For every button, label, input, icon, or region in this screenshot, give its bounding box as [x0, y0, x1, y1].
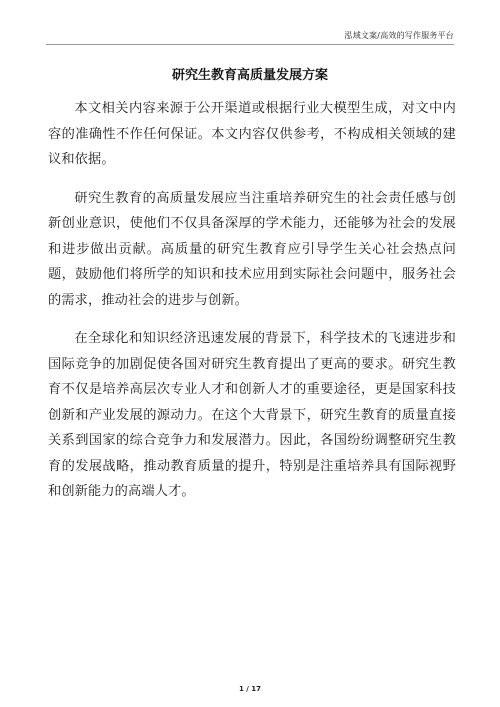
- paragraph-disclaimer: 本文相关内容来源于公开渠道或根据行业大模型生成，对文中内容的准确性不作任何保证。本文内容仅供参考，不构成相关领域的建议和依据。: [48, 101, 456, 167]
- paragraph-social-responsibility: 研究生教育的高质量发展应当注重培养研究生的社会责任感与创新创业意识，使他们不仅具备深厚的学术能力，还能够为社会的发展和进步做出贡献。高质量的研究生教育应引导学生关心社会热点问题，鼓励他们将所学的知识和技术应用到实际社会问题中，服务社会的需求，推动社会的进步与创新。: [48, 190, 456, 308]
- document-title: 研究生教育高质量发展方案: [171, 68, 328, 83]
- document-body: [48, 96, 456, 518]
- page-header: 泓域文案/高效的写作服务平台: [344, 31, 454, 40]
- header-divider: [46, 44, 454, 45]
- page-number: 1 / 17: [238, 685, 262, 693]
- paragraph-global-background: 在全球化和知识经济迅速发展的背景下，科学技术的飞速进步和国际竞争的加剧促使各国对研究生教育提出了更高的要求。研究生教育不仅是培养高层次专业人才和创新人才的重要途径，更是国家科技创新和产业发展的源动力。在这个大背景下，研究生教育的质量直接关系到国家的综合竞争力和发展潜力。因此，各国纷纷调整研究生教育的发展战略，推动教育质量的提升，特别是注重培养具有国际视野和创新能力的高端人才。: [48, 331, 456, 499]
